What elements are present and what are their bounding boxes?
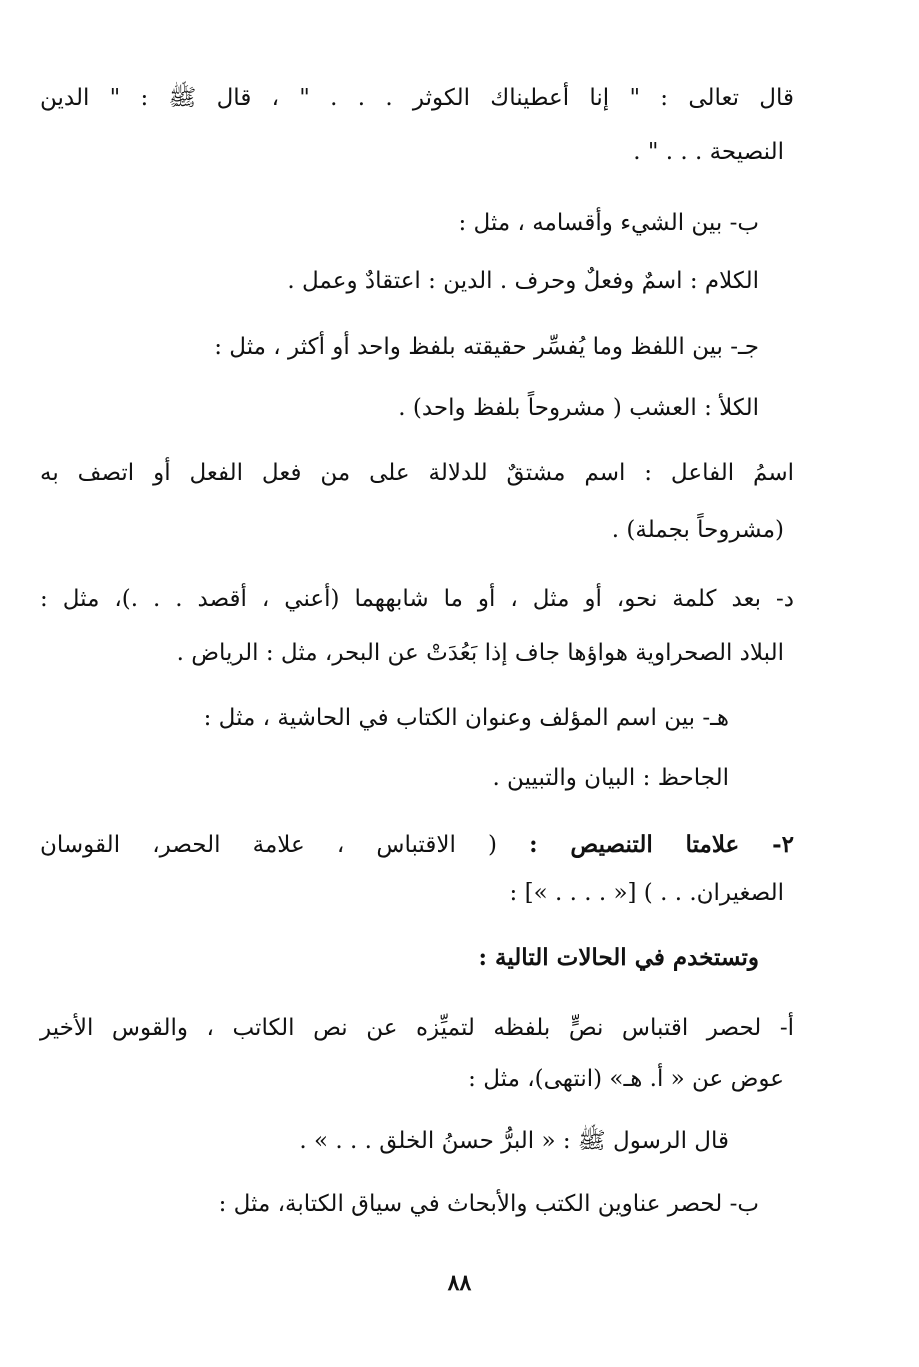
- page-number: ٨٨: [447, 1270, 472, 1296]
- text-line: اسمُ الفاعل : اسم مشتقٌ للدلالة على من فعل الفعل أو اتصف به: [40, 460, 794, 486]
- text-line: جـ- بين اللفظ وما يُفسِّر حقيقته بلفظ واحد أو أكثر ، مثل :: [214, 334, 759, 360]
- text-line: د- بعد كلمة نحو، أو مثل ، أو ما شابههما (أعني ، أقصد . . .)، مثل :: [40, 586, 794, 612]
- text-line: عوض عن « أ. هـ» (انتهى)، مثل :: [468, 1066, 784, 1092]
- subheading: وتستخدم في الحالات التالية :: [478, 944, 759, 971]
- text-line: قال الرسول ﷺ : « البرُّ حسنُ الخلق . . . » .: [299, 1128, 729, 1154]
- text-line: قال تعالى : " إنا أعطيناك الكوثر . . . " ، قال ﷺ : " الدين: [40, 85, 794, 111]
- text-line: ب- لحصر عناوين الكتب والأبحاث في سياق الكتابة، مثل :: [218, 1191, 759, 1217]
- text-line: الكلام : اسمٌ وفعلٌ وحرف . الدين : اعتقادٌ وعمل .: [287, 268, 759, 294]
- text-line: الكلأ : العشب ( مشروحاً بلفظ واحد) .: [398, 395, 759, 421]
- text-line: (مشروحاً بجملة) .: [611, 517, 784, 543]
- text-line: هـ- بين اسم المؤلف وعنوان الكتاب في الحاشية ، مثل :: [203, 705, 729, 731]
- text-line: النصيحة . . . " .: [633, 139, 784, 165]
- section-heading-rest: ( الاقتباس ، علامة الحصر، القوسان: [40, 832, 530, 858]
- section-heading-line: [40, 829, 794, 861]
- text-line: أ- لحصر اقتباس نصٍّ بلفظه لتميِّزه عن نص الكاتب ، والقوس الأخير: [40, 1015, 794, 1041]
- section-heading: ٢- علامتا التنصيص :: [529, 831, 795, 858]
- text-line: ب- بين الشيء وأقسامه ، مثل :: [458, 210, 759, 236]
- text-line: الصغيران. . . ) [« . . . . »] :: [509, 880, 784, 906]
- text-line: البلاد الصحراوية هواؤها جاف إذا بَعُدَتْ عن البحر، مثل : الرياض .: [176, 640, 784, 666]
- text-line: الجاحظ : البيان والتبيين .: [492, 765, 729, 791]
